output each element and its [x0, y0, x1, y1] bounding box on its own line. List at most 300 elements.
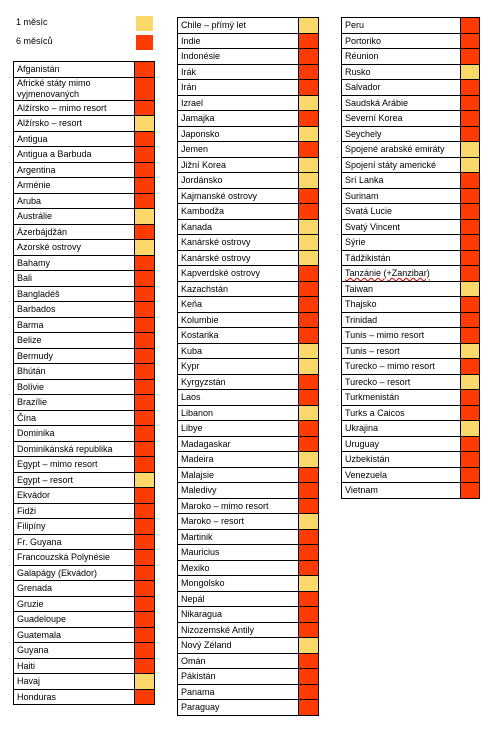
period-one-month-cell	[299, 126, 319, 142]
country-name: Izrael	[178, 95, 299, 111]
period-six-months-cell	[299, 684, 319, 700]
period-six-months-cell	[135, 457, 155, 473]
period-one-month-cell	[299, 157, 319, 173]
country-name: Kypr	[178, 359, 299, 375]
country-name: Paraguay	[178, 700, 299, 716]
table-row	[342, 126, 480, 142]
period-six-months-cell	[135, 550, 155, 566]
table-row	[14, 333, 155, 349]
table-row	[14, 302, 155, 318]
period-six-months-cell	[135, 426, 155, 442]
period-six-months-cell	[461, 359, 480, 375]
period-one-month-cell	[135, 116, 155, 132]
country-name: Libye	[178, 421, 299, 437]
period-six-months-cell	[135, 271, 155, 287]
country-name: Honduras	[14, 689, 135, 705]
table-row	[178, 436, 319, 452]
table-row	[178, 374, 319, 390]
country-name: Mongolsko	[178, 576, 299, 592]
period-one-month-cell	[299, 638, 319, 654]
table-row	[178, 653, 319, 669]
period-six-months-cell	[299, 545, 319, 561]
period-six-months-cell	[135, 395, 155, 411]
table-row	[342, 436, 480, 452]
table-row	[178, 33, 319, 49]
country-name: Bermudy	[14, 348, 135, 364]
period-six-months-cell	[461, 111, 480, 127]
country-name: Filipíny	[14, 519, 135, 535]
period-six-months-cell	[299, 142, 319, 158]
table-row	[14, 519, 155, 535]
country-name: Barma	[14, 317, 135, 333]
period-six-months-cell	[299, 498, 319, 514]
table-row	[14, 457, 155, 473]
table-row	[14, 627, 155, 643]
table-row	[178, 343, 319, 359]
period-six-months-cell	[135, 147, 155, 163]
country-name: Fidži	[14, 503, 135, 519]
table-row	[342, 235, 480, 251]
country-name: Tunis – resort	[342, 343, 461, 359]
country-name: Uzbekistán	[342, 452, 461, 468]
table-row	[178, 421, 319, 437]
country-name	[342, 266, 461, 282]
table-row	[14, 550, 155, 566]
country-table-1	[13, 61, 155, 705]
table-row	[342, 281, 480, 297]
table-row	[14, 689, 155, 705]
country-name: Taiwan	[342, 281, 461, 297]
table-row	[342, 297, 480, 313]
table-row	[14, 147, 155, 163]
table-row	[342, 328, 480, 344]
country-name: Brazílie	[14, 395, 135, 411]
country-name: Malajsie	[178, 467, 299, 483]
table-row	[178, 560, 319, 576]
country-name: Madagaskar	[178, 436, 299, 452]
legend-row-one-month	[16, 14, 156, 33]
period-six-months-cell	[299, 312, 319, 328]
period-one-month-cell	[135, 209, 155, 225]
table-row	[178, 328, 319, 344]
country-name: Jemen	[178, 142, 299, 158]
table-row	[178, 111, 319, 127]
country-name: Guatemala	[14, 627, 135, 643]
period-six-months-cell	[299, 64, 319, 80]
table-row	[14, 240, 155, 256]
table-row	[342, 49, 480, 65]
table-row	[178, 80, 319, 96]
country-table-3	[341, 17, 480, 499]
table-row	[342, 111, 480, 127]
country-name: Ázerbájdžán	[14, 224, 135, 240]
table-row	[342, 95, 480, 111]
country-name: Vietnam	[342, 483, 461, 499]
legend-swatch-one-month	[136, 16, 153, 31]
period-one-month-cell	[461, 374, 480, 390]
period-six-months-cell	[299, 529, 319, 545]
table-row	[14, 224, 155, 240]
legend	[16, 14, 156, 52]
period-one-month-cell	[299, 343, 319, 359]
country-name: Srí Lanka	[342, 173, 461, 189]
country-name: Turecko – resort	[342, 374, 461, 390]
country-name: Kuba	[178, 343, 299, 359]
country-name: Laos	[178, 390, 299, 406]
country-name: Kostarika	[178, 328, 299, 344]
country-name: Réunion	[342, 49, 461, 65]
period-six-months-cell	[135, 612, 155, 628]
table-row	[14, 612, 155, 628]
table-row	[178, 204, 319, 220]
country-name: Rusko	[342, 64, 461, 80]
table-row	[178, 467, 319, 483]
country-name: Mauricius	[178, 545, 299, 561]
country-name: Kapverdské ostrovy	[178, 266, 299, 282]
period-one-month-cell	[461, 142, 480, 158]
country-name: Barbados	[14, 302, 135, 318]
period-one-month-cell	[461, 281, 480, 297]
country-name: Egypt – resort	[14, 472, 135, 488]
country-name: Africké státy mimo vyjmenovaných	[14, 77, 135, 100]
table-row	[178, 700, 319, 716]
country-name: Kajmanské ostrovy	[178, 188, 299, 204]
country-name: Turecko – mimo resort	[342, 359, 461, 375]
period-six-months-cell	[135, 596, 155, 612]
country-name: Fr. Guyana	[14, 534, 135, 550]
table-row	[342, 359, 480, 375]
period-six-months-cell	[135, 689, 155, 705]
table-row	[178, 669, 319, 685]
country-name: Svatý Vincent	[342, 219, 461, 235]
country-name: Spojené arabské emiráty	[342, 142, 461, 158]
period-six-months-cell	[299, 607, 319, 623]
table-row	[14, 348, 155, 364]
period-six-months-cell	[135, 503, 155, 519]
country-name: Kambodža	[178, 204, 299, 220]
country-name: Kanárské ostrovy	[178, 250, 299, 266]
table-row	[178, 95, 319, 111]
country-name: Alžírsko – resort	[14, 116, 135, 132]
period-one-month-cell	[299, 18, 319, 34]
table-row	[178, 18, 319, 34]
period-six-months-cell	[461, 126, 480, 142]
table-row	[178, 281, 319, 297]
period-one-month-cell	[299, 95, 319, 111]
country-name: Saudská Arábie	[342, 95, 461, 111]
period-six-months-cell	[299, 421, 319, 437]
country-name: Peru	[342, 18, 461, 34]
country-name: Egypt – mimo resort	[14, 457, 135, 473]
period-six-months-cell	[135, 193, 155, 209]
table-row	[178, 297, 319, 313]
table-row	[14, 565, 155, 581]
table-row	[178, 576, 319, 592]
period-one-month-cell	[135, 240, 155, 256]
period-one-month-cell	[461, 64, 480, 80]
table-row	[14, 596, 155, 612]
legend-swatch-six-months	[136, 35, 153, 50]
table-row	[178, 312, 319, 328]
table-row	[342, 405, 480, 421]
table-row	[14, 410, 155, 426]
country-name: Nizozemské Antily	[178, 622, 299, 638]
legend-label: 1 měsíc	[16, 17, 48, 27]
table-row	[14, 379, 155, 395]
country-name: Spojení státy americké	[342, 157, 461, 173]
country-name: Severní Korea	[342, 111, 461, 127]
country-name: Čína	[14, 410, 135, 426]
period-one-month-cell	[299, 576, 319, 592]
period-one-month-cell	[299, 359, 319, 375]
country-name: Bolívie	[14, 379, 135, 395]
country-name: Tádžikistán	[342, 250, 461, 266]
period-six-months-cell	[135, 178, 155, 194]
period-six-months-cell	[135, 410, 155, 426]
table-row	[178, 545, 319, 561]
period-six-months-cell	[135, 565, 155, 581]
country-name: Dominika	[14, 426, 135, 442]
period-six-months-cell	[461, 328, 480, 344]
country-name: Svatá Lucie	[342, 204, 461, 220]
country-name: Pákistán	[178, 669, 299, 685]
country-name: Martinik	[178, 529, 299, 545]
period-six-months-cell	[299, 622, 319, 638]
table-row	[342, 266, 480, 282]
period-six-months-cell	[461, 297, 480, 313]
table-row	[178, 157, 319, 173]
period-six-months-cell	[135, 364, 155, 380]
country-name: Kanada	[178, 219, 299, 235]
table-row	[178, 64, 319, 80]
table-row	[178, 483, 319, 499]
period-six-months-cell	[299, 560, 319, 576]
period-one-month-cell	[461, 157, 480, 173]
period-six-months-cell	[299, 374, 319, 390]
country-name: Irán	[178, 80, 299, 96]
country-name: Antigua a Barbuda	[14, 147, 135, 163]
country-name: Libanon	[178, 405, 299, 421]
table-row	[178, 390, 319, 406]
period-six-months-cell	[299, 188, 319, 204]
table-row	[342, 374, 480, 390]
table-row	[178, 173, 319, 189]
period-one-month-cell	[299, 250, 319, 266]
period-one-month-cell	[461, 421, 480, 437]
country-name: Portoriko	[342, 33, 461, 49]
period-six-months-cell	[299, 328, 319, 344]
country-name: Chile – přímý let	[178, 18, 299, 34]
country-name: Azorské ostrovy	[14, 240, 135, 256]
period-one-month-cell	[299, 405, 319, 421]
country-name: Irák	[178, 64, 299, 80]
country-name: Bali	[14, 271, 135, 287]
country-name: Kolumbie	[178, 312, 299, 328]
table-row	[14, 643, 155, 659]
country-name: Guadeloupe	[14, 612, 135, 628]
period-six-months-cell	[135, 162, 155, 178]
table-row	[14, 503, 155, 519]
table-row	[178, 49, 319, 65]
country-name: Panama	[178, 684, 299, 700]
country-name: Ukrajina	[342, 421, 461, 437]
period-one-month-cell	[299, 514, 319, 530]
country-table-2	[177, 17, 319, 716]
period-six-months-cell	[135, 581, 155, 597]
period-six-months-cell	[135, 379, 155, 395]
table-row	[342, 204, 480, 220]
period-six-months-cell	[461, 235, 480, 251]
table-row	[342, 250, 480, 266]
period-six-months-cell	[135, 77, 155, 100]
country-name: Seychely	[342, 126, 461, 142]
table-row	[178, 452, 319, 468]
period-six-months-cell	[135, 643, 155, 659]
period-six-months-cell	[461, 452, 480, 468]
country-name: Alžírsko – mimo resort	[14, 100, 135, 116]
country-name: Madeira	[178, 452, 299, 468]
country-name: Francouzská Polynésie	[14, 550, 135, 566]
country-name: Jamajka	[178, 111, 299, 127]
country-name: Aruba	[14, 193, 135, 209]
country-name: Havaj	[14, 674, 135, 690]
period-six-months-cell	[461, 436, 480, 452]
period-six-months-cell	[299, 281, 319, 297]
country-name-text: Tanzánie (+Zanzibar)	[345, 268, 430, 278]
legend-label: 6 měsíců	[16, 36, 53, 46]
table-row	[14, 426, 155, 442]
country-name: Jordánsko	[178, 173, 299, 189]
period-six-months-cell	[135, 286, 155, 302]
period-six-months-cell	[461, 33, 480, 49]
period-six-months-cell	[135, 627, 155, 643]
table-row	[14, 162, 155, 178]
period-six-months-cell	[299, 700, 319, 716]
legend-row-six-months	[16, 33, 156, 52]
table-row	[342, 188, 480, 204]
table-row	[342, 157, 480, 173]
country-name: Guyana	[14, 643, 135, 659]
country-name: Antigua	[14, 131, 135, 147]
country-name: Indie	[178, 33, 299, 49]
period-six-months-cell	[135, 255, 155, 271]
period-six-months-cell	[461, 405, 480, 421]
table-row	[342, 467, 480, 483]
table-row	[178, 359, 319, 375]
period-six-months-cell	[299, 483, 319, 499]
period-six-months-cell	[299, 297, 319, 313]
table-row	[14, 100, 155, 116]
country-name: Maroko – resort	[178, 514, 299, 530]
table-row	[178, 498, 319, 514]
period-six-months-cell	[299, 111, 319, 127]
period-six-months-cell	[299, 33, 319, 49]
table-row	[342, 390, 480, 406]
table-row	[342, 18, 480, 34]
country-name: Austrálie	[14, 209, 135, 225]
country-name: Gruzie	[14, 596, 135, 612]
period-six-months-cell	[135, 224, 155, 240]
table-row	[342, 142, 480, 158]
table-row	[178, 638, 319, 654]
country-name: Nikaragua	[178, 607, 299, 623]
table-row	[342, 80, 480, 96]
table-row	[14, 286, 155, 302]
country-name: Bahamy	[14, 255, 135, 271]
table-row	[342, 421, 480, 437]
period-one-month-cell	[135, 472, 155, 488]
country-name: Nepál	[178, 591, 299, 607]
table-row	[14, 271, 155, 287]
country-name: Dominikánská republika	[14, 441, 135, 457]
table-row	[14, 209, 155, 225]
period-six-months-cell	[461, 312, 480, 328]
table-row	[342, 219, 480, 235]
period-one-month-cell	[461, 343, 480, 359]
country-name: Bangladéš	[14, 286, 135, 302]
country-name: Galapágy (Ekvádor)	[14, 565, 135, 581]
period-six-months-cell	[135, 534, 155, 550]
country-name: Ekvádor	[14, 488, 135, 504]
period-six-months-cell	[135, 348, 155, 364]
country-name: Jižní Korea	[178, 157, 299, 173]
period-six-months-cell	[461, 266, 480, 282]
period-six-months-cell	[135, 302, 155, 318]
table-row	[14, 116, 155, 132]
table-row	[178, 266, 319, 282]
country-name: Bhútán	[14, 364, 135, 380]
country-name: Japonsko	[178, 126, 299, 142]
period-six-months-cell	[461, 80, 480, 96]
period-one-month-cell	[135, 674, 155, 690]
table-row	[178, 126, 319, 142]
period-six-months-cell	[461, 204, 480, 220]
period-six-months-cell	[461, 173, 480, 189]
period-one-month-cell	[299, 452, 319, 468]
table-row	[342, 33, 480, 49]
country-name: Thajsko	[342, 297, 461, 313]
country-name: Keňa	[178, 297, 299, 313]
table-row	[178, 142, 319, 158]
period-six-months-cell	[299, 653, 319, 669]
table-row	[342, 452, 480, 468]
period-six-months-cell	[299, 266, 319, 282]
table-row	[178, 219, 319, 235]
table-row	[178, 235, 319, 251]
table-row	[14, 62, 155, 78]
period-one-month-cell	[299, 219, 319, 235]
country-name: Afganistán	[14, 62, 135, 78]
table-row	[14, 488, 155, 504]
period-six-months-cell	[299, 390, 319, 406]
table-row	[14, 193, 155, 209]
table-row	[178, 529, 319, 545]
country-name: Turkmenistán	[342, 390, 461, 406]
country-name: Sýrie	[342, 235, 461, 251]
table-row	[14, 178, 155, 194]
country-name: Arménie	[14, 178, 135, 194]
table-row	[178, 622, 319, 638]
period-six-months-cell	[135, 441, 155, 457]
table-row	[14, 534, 155, 550]
table-row	[178, 514, 319, 530]
table-row	[178, 607, 319, 623]
table-row	[14, 131, 155, 147]
table-row	[178, 188, 319, 204]
period-six-months-cell	[299, 436, 319, 452]
period-six-months-cell	[461, 467, 480, 483]
period-six-months-cell	[461, 95, 480, 111]
